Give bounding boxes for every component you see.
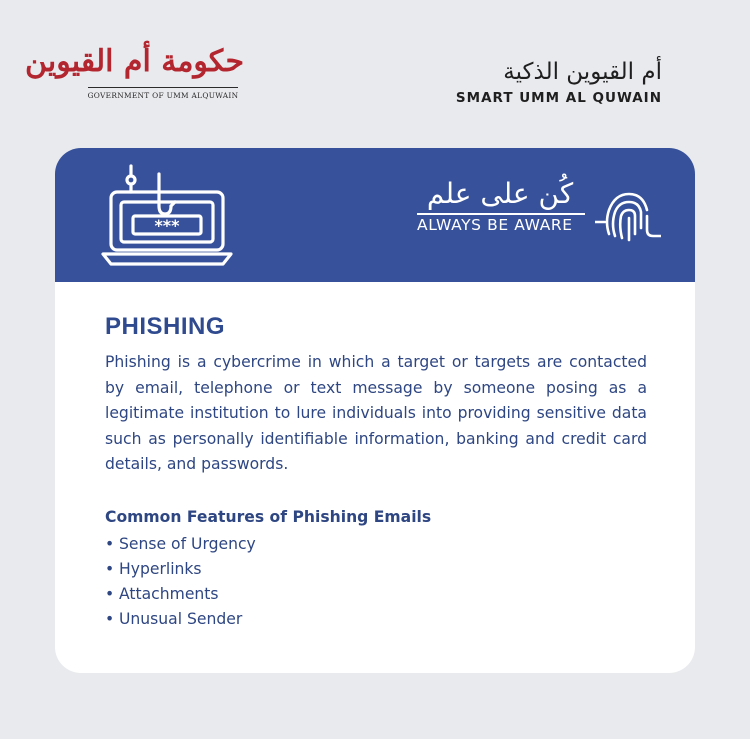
list-item	[105, 582, 647, 607]
bullet-icon: •	[105, 609, 115, 628]
svg-text:***: ***	[154, 216, 180, 235]
features-heading: Common Features of Phishing Emails	[105, 507, 432, 526]
bullet-icon: •	[105, 534, 115, 553]
smart-uaq-logo-english: SMART UMM AL QUWAIN	[455, 90, 662, 106]
feature-label: Hyperlinks	[119, 559, 202, 578]
government-logo-divider	[88, 87, 238, 88]
feature-label: Attachments	[119, 584, 219, 603]
list-item	[105, 607, 647, 632]
smart-uaq-logo	[456, 58, 662, 106]
brand-divider	[417, 213, 585, 215]
feature-label: Unusual Sender	[119, 609, 243, 628]
features-list	[105, 532, 647, 632]
list-item	[105, 557, 647, 582]
bullet-icon: •	[105, 584, 115, 603]
government-logo-arabic: حكومة أم القيوين	[25, 44, 244, 79]
always-be-aware-brand	[411, 176, 671, 256]
card-title: PHISHING	[105, 313, 226, 340]
card-banner	[55, 148, 695, 282]
government-logo-english: GOVERNMENT OF UMM ALQUWAIN	[87, 91, 239, 100]
brand-arabic: كُن على علم	[426, 177, 574, 210]
phishing-description: Phishing is a cybercrime in which a target or targets are contacted by email, telephone or text message by someone posing as a legitimate institution to lure individuals into providing sensitive data such as personally identifiable information, banking and credit card details, and passwords.	[105, 353, 647, 473]
card-content	[105, 312, 647, 632]
phishing-info-card	[55, 148, 695, 673]
government-logo	[25, 42, 244, 108]
feature-label: Sense of Urgency	[119, 534, 256, 553]
brand-english: ALWAYS BE AWARE	[417, 216, 573, 234]
smart-uaq-logo-arabic: أم القيوين الذكية	[503, 59, 662, 85]
fingerprint-icon	[595, 182, 661, 248]
bullet-icon: •	[105, 559, 115, 578]
list-item	[105, 532, 647, 557]
phishing-laptop-icon	[99, 162, 245, 274]
